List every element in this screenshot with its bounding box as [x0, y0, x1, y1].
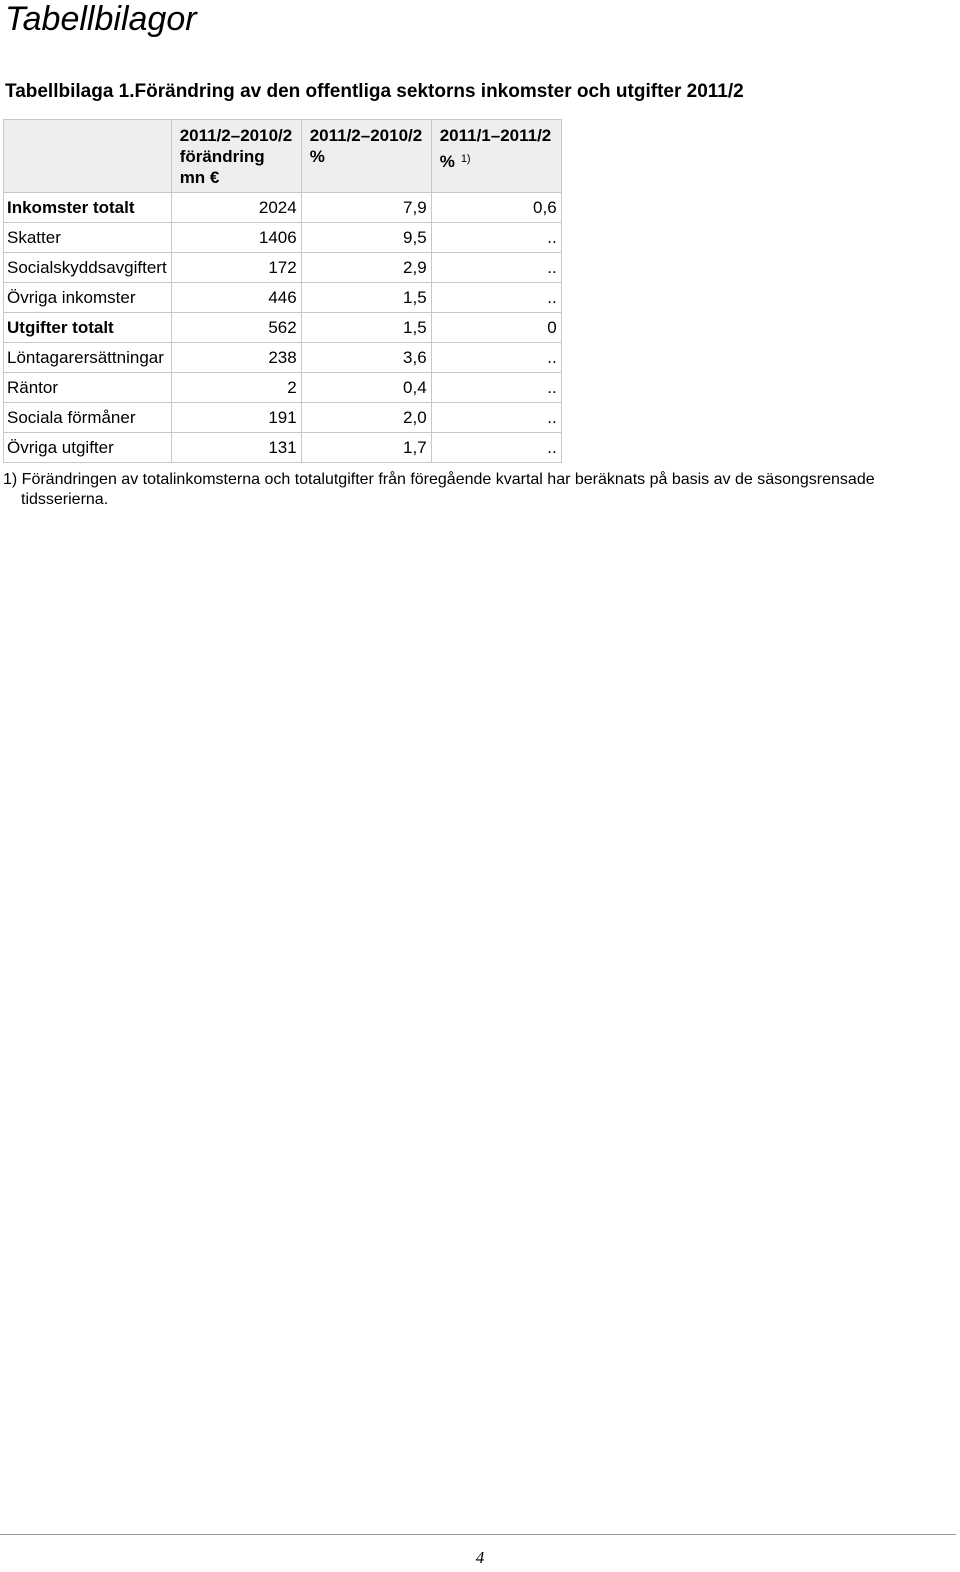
- row-label-cell: Inkomster totalt: [4, 193, 172, 223]
- row-quarter-pct-cell: 0: [431, 313, 561, 343]
- row-change-pct-cell: 1,5: [301, 313, 431, 343]
- row-change-pct-cell: 2,9: [301, 253, 431, 283]
- header-quarter-pct-line1: 2011/1–2011/2: [439, 126, 552, 145]
- row-quarter-pct-cell: ..: [431, 403, 561, 433]
- row-change-pct-cell: 3,6: [301, 343, 431, 373]
- row-label-cell: Övriga inkomster: [4, 283, 172, 313]
- table-row: [4, 223, 562, 253]
- row-quarter-pct-cell: ..: [431, 223, 561, 253]
- table-row: [4, 283, 562, 313]
- table-row: [4, 373, 562, 403]
- table-row: [4, 253, 562, 283]
- row-label-cell: Löntagarersättningar: [4, 343, 172, 373]
- data-table: [3, 119, 562, 463]
- row-change-pct-cell: 0,4: [301, 373, 431, 403]
- row-change-mn-cell: 238: [171, 343, 301, 373]
- header-change-mn-line3: mn €: [179, 168, 220, 187]
- footnote: [3, 470, 933, 510]
- row-change-mn-cell: 2: [171, 373, 301, 403]
- row-label-cell: Socialskyddsavgiftert: [4, 253, 172, 283]
- table-row: [4, 343, 562, 373]
- table-row: [4, 433, 562, 463]
- table-body: [4, 193, 562, 463]
- row-change-mn-cell: 446: [171, 283, 301, 313]
- row-quarter-pct-cell: ..: [431, 283, 561, 313]
- table-row: [4, 313, 562, 343]
- footnote-line2: tidsserierna.: [21, 491, 109, 508]
- header-quarter-pct-line2: %: [439, 152, 455, 171]
- row-change-mn-cell: 172: [171, 253, 301, 283]
- row-label-cell: Sociala förmåner: [4, 403, 172, 433]
- footnote-reference: 1): [460, 153, 471, 165]
- table-caption: Tabellbilaga 1.Förändring av den offentliga sektorns inkomster och utgifter 2011/2: [5, 81, 744, 102]
- row-change-mn-cell: 2024: [171, 193, 301, 223]
- row-change-pct-cell: 1,7: [301, 433, 431, 463]
- row-change-pct-cell: 2,0: [301, 403, 431, 433]
- row-label-cell: Övriga utgifter: [4, 433, 172, 463]
- table-row: [4, 403, 562, 433]
- row-quarter-pct-cell: ..: [431, 253, 561, 283]
- header-change-mn: [171, 120, 301, 193]
- row-quarter-pct-cell: ..: [431, 343, 561, 373]
- row-change-mn-cell: 1406: [171, 223, 301, 253]
- page-footer-rule: [0, 1534, 956, 1535]
- row-change-pct-cell: 7,9: [301, 193, 431, 223]
- table-row: [4, 193, 562, 223]
- table-header-row: [4, 120, 562, 193]
- page-title: Tabellbilagor: [5, 0, 197, 38]
- page-number: 4: [475, 1548, 485, 1567]
- row-label-cell: Räntor: [4, 373, 172, 403]
- row-change-pct-cell: 1,5: [301, 283, 431, 313]
- row-change-mn-cell: 131: [171, 433, 301, 463]
- header-change-mn-line1: 2011/2–2010/2: [179, 126, 293, 145]
- header-change-pct: [301, 120, 431, 193]
- row-quarter-pct-cell: 0,6: [431, 193, 561, 223]
- header-quarter-pct-unit-wrap: [440, 149, 556, 172]
- row-quarter-pct-cell: ..: [431, 433, 561, 463]
- row-label-cell: Utgifter totalt: [4, 313, 172, 343]
- row-label-cell: Skatter: [4, 223, 172, 253]
- header-change-pct-line1: 2011/2–2010/2: [309, 126, 423, 145]
- row-change-pct-cell: 9,5: [301, 223, 431, 253]
- row-change-mn-cell: 191: [171, 403, 301, 433]
- header-change-mn-line2: förändring: [179, 147, 265, 166]
- row-quarter-pct-cell: ..: [431, 373, 561, 403]
- header-corner-cell: [4, 120, 172, 193]
- header-quarter-pct: [431, 120, 561, 193]
- footnote-line1: 1) Förändringen av totalinkomsterna och totalutgifter från föregående kvartal har beräknats på basis av de säsongsrensade: [3, 471, 875, 488]
- row-change-mn-cell: 562: [171, 313, 301, 343]
- header-change-pct-line2: %: [309, 147, 325, 166]
